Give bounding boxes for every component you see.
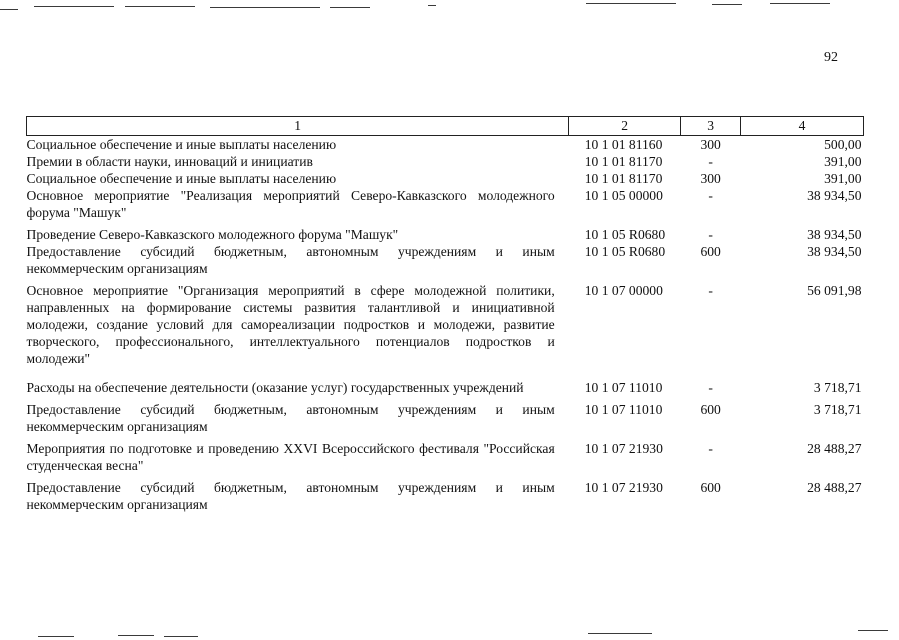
row-type: -: [708, 380, 713, 395]
scan-artifact: [858, 630, 888, 631]
row-name: Расходы на обеспечение деятельности (оказание услуг) государственных учреждений: [26, 380, 524, 395]
row-amount: 38 934,50: [807, 244, 862, 259]
row-code: 10 1 07 11010: [584, 402, 663, 417]
row-code: 10 1 01 81160: [584, 137, 663, 152]
table-row: [27, 479, 864, 513]
table-row: [27, 282, 864, 379]
row-amount: 28 488,27: [807, 441, 862, 456]
row-name: Основное мероприятие "Реализация мероприятий Северо-Кавказского молодежного форума "Машук": [26, 188, 555, 220]
row-code: 10 1 07 21930: [584, 441, 663, 456]
row-code: 10 1 05 00000: [584, 188, 663, 203]
scan-artifact: [164, 636, 198, 637]
row-type: 300: [700, 137, 721, 152]
row-name: Премии в области науки, инноваций и инициатив: [26, 154, 313, 169]
table-row: [27, 226, 864, 243]
row-code: 10 1 01 81170: [584, 171, 663, 186]
header-cell-name: 1: [27, 117, 569, 136]
row-code: 10 1 05 R0680: [584, 244, 666, 259]
table-row: [27, 136, 864, 154]
row-type: -: [708, 441, 713, 456]
row-name: Социальное обеспечение и иные выплаты населению: [26, 137, 337, 152]
header-cell-type: 3: [681, 117, 741, 136]
row-name: Мероприятия по подготовке и проведению XXVI Всероссийского фестиваля "Российская студенческая весна": [26, 441, 555, 473]
scan-artifact: [588, 633, 652, 634]
scan-artifact: [330, 7, 370, 8]
row-code: 10 1 05 R0680: [584, 227, 666, 242]
header-cell-amount: 4: [741, 117, 864, 136]
scan-artifact: [770, 3, 830, 4]
scan-artifact: [125, 6, 195, 7]
row-type: -: [708, 283, 713, 298]
row-amount: 38 934,50: [807, 188, 862, 203]
row-code: 10 1 01 81170: [584, 154, 663, 169]
row-type: 600: [700, 244, 721, 259]
scan-artifact: [712, 4, 742, 5]
row-name: Предоставление субсидий бюджетным, автономным учреждениям и иным некоммерческим организациям: [26, 480, 555, 512]
table-row: [27, 379, 864, 401]
table-row: [27, 243, 864, 282]
scan-artifact: [38, 636, 74, 637]
row-amount: 38 934,50: [807, 227, 862, 242]
scan-artifact: [0, 9, 18, 10]
row-name: Предоставление субсидий бюджетным, автономным учреждениям и иным некоммерческим организациям: [26, 244, 555, 276]
scan-artifact: [428, 5, 436, 6]
row-name: Предоставление субсидий бюджетным, автономным учреждениям и иным некоммерческим организациям: [26, 402, 555, 434]
scan-artifact: [586, 3, 676, 4]
row-code: 10 1 07 00000: [584, 283, 663, 298]
row-type: -: [708, 188, 713, 203]
row-code: 10 1 07 11010: [584, 380, 663, 395]
row-amount: 391,00: [824, 154, 862, 169]
table-row: [27, 153, 864, 170]
scan-artifact: [210, 7, 320, 8]
row-name: Социальное обеспечение и иные выплаты населению: [26, 171, 337, 186]
row-amount: 500,00: [824, 137, 862, 152]
scan-artifact: [118, 635, 154, 636]
table-row: [27, 440, 864, 479]
header-cell-code: 2: [569, 117, 681, 136]
table-row: [27, 170, 864, 187]
row-amount: 56 091,98: [807, 283, 862, 298]
row-name: Основное мероприятие "Организация мероприятий в сфере молодежной политики, направленных на формирование системы развития талантливой и инициативной молодежи, создание условий для самореализации подростков и молодежи, развитие творческого, профессионального, интеллектуального потенциалов подростков и молодежи": [26, 283, 555, 366]
row-type: 600: [700, 480, 721, 495]
row-type: -: [708, 154, 713, 169]
row-code: 10 1 07 21930: [584, 480, 663, 495]
row-type: 600: [700, 402, 721, 417]
row-type: -: [708, 227, 713, 242]
row-type: 300: [700, 171, 721, 186]
row-name: Проведение Северо-Кавказского молодежного форума "Машук": [26, 227, 399, 242]
page-number: 92: [824, 50, 838, 65]
header-row: [27, 117, 864, 136]
row-amount: 3 718,71: [813, 402, 862, 417]
row-amount: 28 488,27: [807, 480, 862, 495]
row-amount: 3 718,71: [813, 380, 862, 395]
table-row: [27, 401, 864, 440]
scan-artifact: [34, 6, 114, 7]
row-amount: 391,00: [824, 171, 862, 186]
budget-table: [26, 116, 864, 513]
table-row: [27, 187, 864, 226]
